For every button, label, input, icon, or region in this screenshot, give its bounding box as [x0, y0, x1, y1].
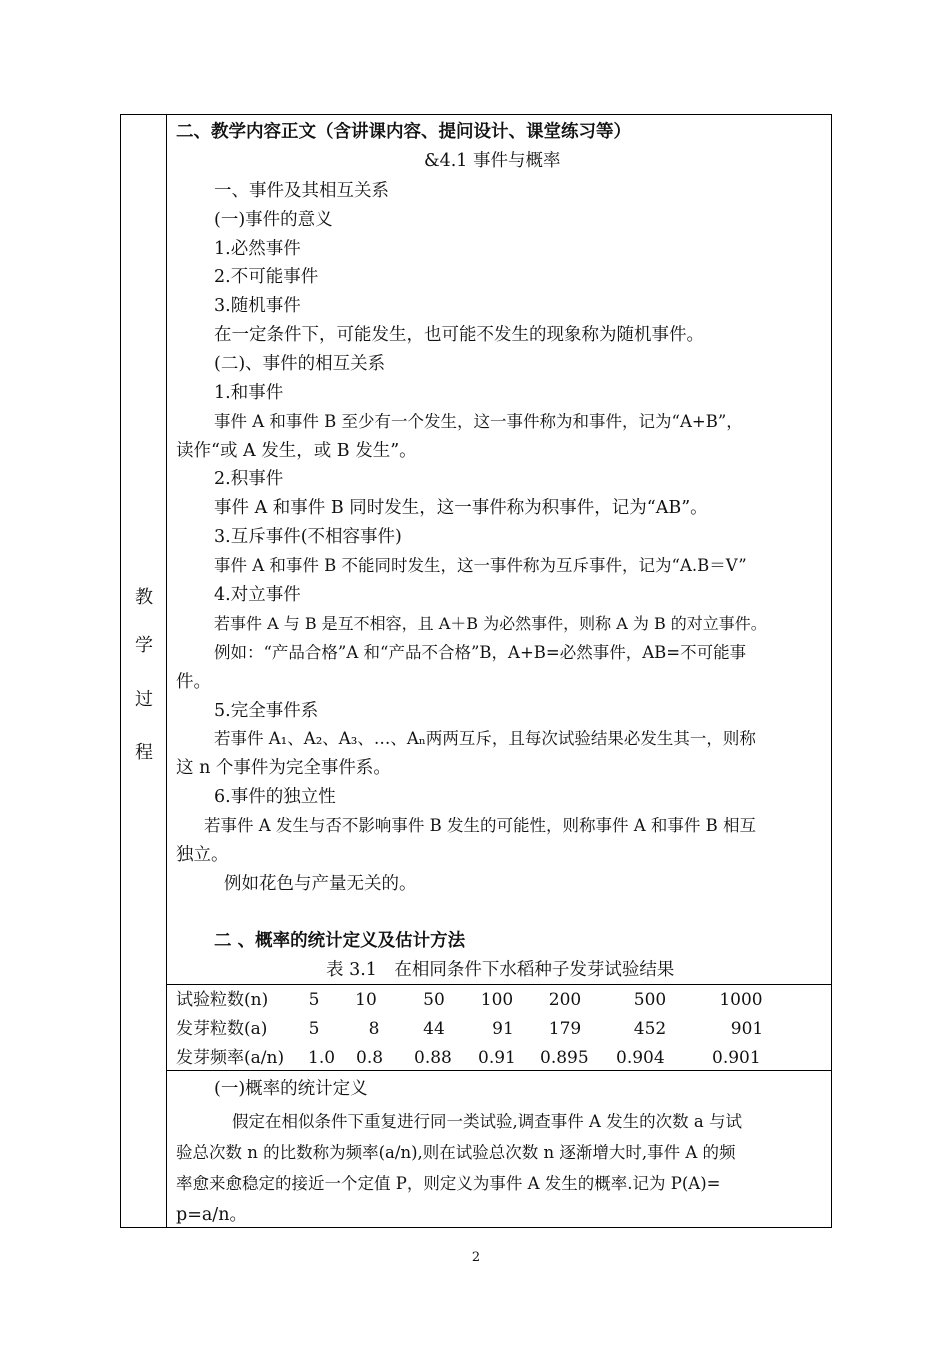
table-cell: 100 [480, 990, 514, 1010]
text-line: 4.对立事件 [214, 585, 301, 605]
side-label-char: 教 [135, 587, 153, 608]
table-bottom-rule [167, 1070, 832, 1071]
text-line: 这 n 个事件为完全事件系。 [176, 758, 391, 778]
side-label-column [121, 115, 167, 1227]
text-line: p=a/n。 [176, 1205, 247, 1225]
side-label-char: 过 [135, 689, 153, 710]
table-cell: 0.895 [540, 1048, 589, 1068]
text-line: (一)事件的意义 [214, 210, 333, 230]
table-cell: 50 [423, 990, 445, 1010]
text-line: 读作“或 A 发生，或 B 发生”。 [176, 441, 417, 461]
table-top-rule [167, 984, 832, 985]
table-cell: 179 [548, 1019, 582, 1039]
text-line: 1.必然事件 [214, 239, 301, 259]
subsection-heading: 二 、概率的统计定义及估计方法 [214, 931, 466, 951]
table-caption: 表 3.1 在相同条件下水稻种子发芽试验结果 [326, 960, 675, 980]
main-heading: 二、教学内容正文（含讲课内容、提问设计、课堂练习等） [176, 122, 631, 142]
table-cell: 8 [368, 1019, 380, 1039]
table-cell: 200 [548, 990, 582, 1010]
table-cell: 91 [492, 1019, 514, 1039]
table-cell: 44 [423, 1019, 445, 1039]
table-cell: 5 [308, 990, 320, 1010]
text-line: 验总次数 n 的比数称为频率(a/n),则在试验总次数 n 逐渐增大时,事件 A 的频 [176, 1143, 736, 1162]
text-line: 若事件 A₁、A₂、A₃、…、Aₙ两两互斥，且每次试验结果必发生其一，则称 [214, 729, 756, 748]
text-line: (一)概率的统计定义 [214, 1079, 368, 1099]
text-line: 独立。 [176, 845, 229, 865]
text-line: 3.随机事件 [214, 296, 301, 316]
text-line: 3.互斥事件(不相容事件) [214, 527, 402, 547]
text-line: 若事件 A 与 B 是互不相容，且 A＋B 为必然事件，则称 A 为 B 的对立事件。 [214, 614, 767, 633]
text-line: 事件 A 和事件 B 至少有一个发生，这一事件称为和事件，记为“A+B”， [214, 412, 743, 431]
text-line: 2.积事件 [214, 469, 284, 489]
text-line: 若事件 A 发生与否不影响事件 B 发生的可能性，则称事件 A 和事件 B 相互 [204, 816, 757, 835]
text-line: 2.不可能事件 [214, 267, 319, 287]
text-line: 一、事件及其相互关系 [214, 181, 389, 201]
text-line: (二)、事件的相互关系 [214, 354, 386, 374]
side-label-char: 程 [135, 742, 153, 763]
text-line: 事件 A 和事件 B 不能同时发生，这一事件称为互斥事件，记为“A.B＝V” [214, 556, 747, 575]
table-cell: 0.91 [478, 1048, 516, 1068]
text-line: 事件 A 和事件 B 同时发生，这一事件称为积事件，记为“AB”。 [214, 498, 708, 518]
table-cell: 10 [355, 990, 377, 1010]
table-cell: 0.88 [414, 1048, 452, 1068]
text-line: 1.和事件 [214, 383, 284, 403]
text-line: 率愈来愈稳定的接近一个定值 P，则定义为事件 A 发生的概率.记为 P(A)= [176, 1174, 721, 1193]
text-line: 6.事件的独立性 [214, 787, 336, 807]
row-label: 发芽频率(a/n) [176, 1048, 285, 1068]
text-line: 5.完全事件系 [214, 701, 319, 721]
table-cell: 5 [308, 1019, 320, 1039]
text-line: 假定在相似条件下重复进行同一类试验,调查事件 A 发生的次数 a 与试 [232, 1112, 742, 1131]
text-line: 例如花色与产量无关的。 [224, 874, 417, 894]
table-cell: 1000 [719, 990, 763, 1010]
row-label: 发芽粒数(a) [176, 1019, 268, 1039]
table-cell: 500 [633, 990, 667, 1010]
row-label: 试验粒数(n) [176, 990, 269, 1010]
text-line: 例如：“产品合格”A 和“产品不合格”B，A+B=必然事件，AB=不可能事 [214, 643, 747, 662]
text-line: 在一定条件下，可能发生，也可能不发生的现象称为随机事件。 [214, 325, 704, 345]
table-cell: 0.8 [356, 1048, 384, 1068]
text-line: 件。 [176, 672, 211, 692]
table-cell: 1.0 [308, 1048, 336, 1068]
table-cell: 0.901 [712, 1048, 761, 1068]
table-cell: 0.904 [616, 1048, 665, 1068]
table-cell: 452 [633, 1019, 667, 1039]
page-number: 2 [471, 1250, 481, 1265]
side-label-char: 学 [135, 635, 153, 656]
table-cell: 901 [730, 1019, 764, 1039]
section-title: &4.1 事件与概率 [424, 151, 561, 171]
